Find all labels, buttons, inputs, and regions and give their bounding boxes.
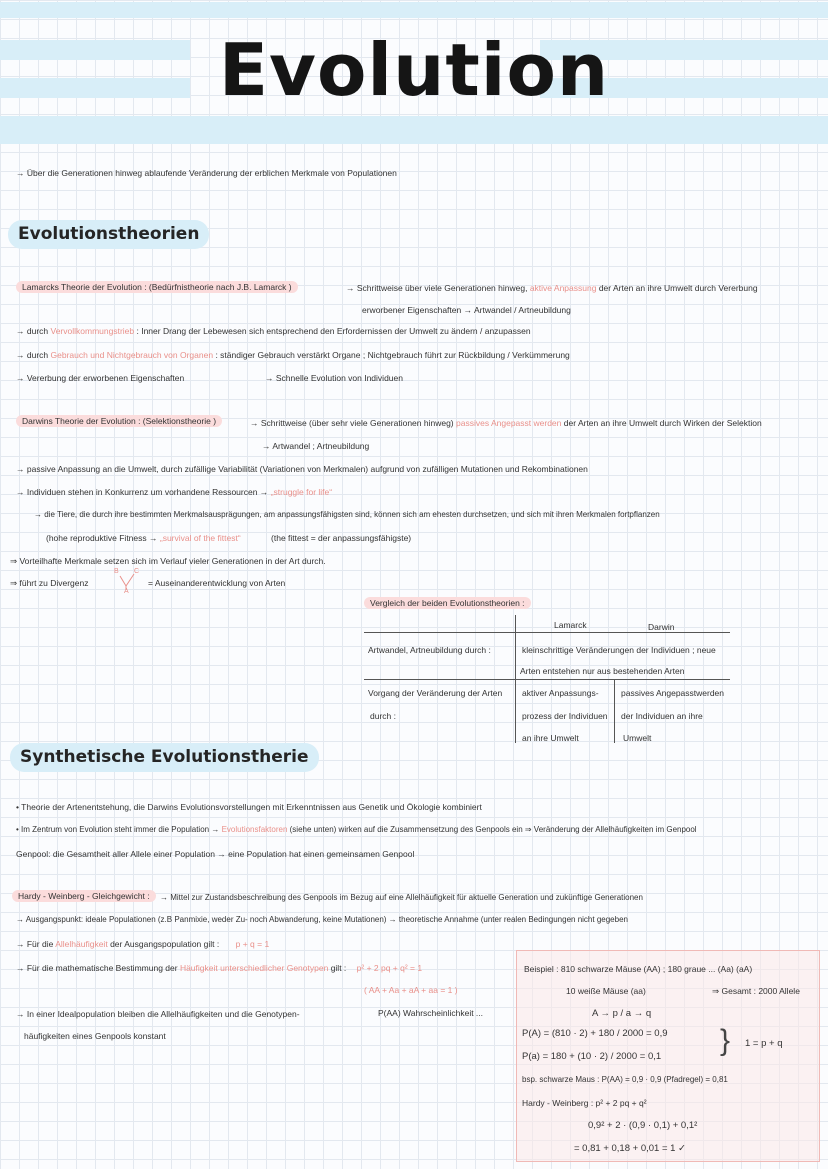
lamarck-l3b: Vervollkommungstrieb [50, 326, 135, 336]
darwin-l4a: → Individuen stehen in Konkurrenz um vorhandene Ressourcen → [16, 487, 269, 497]
darwin-line-4 [16, 487, 332, 497]
hw-line-5: ( AA + Aa + aA + aa = 1 ) [364, 985, 458, 995]
lamarck-l1b: aktive Anpassung [529, 283, 597, 293]
hw-l2b: ideale Populationen (z.B Panmixie, weder Zu- noch Abwanderung, keine Mutationen) → theoretische Annahme (unter realen Bedingungen nicht gegeben [85, 915, 628, 924]
darwin-line-8a: ⇒ führt zu Divergenz [10, 578, 89, 588]
darwin-line-1 [250, 418, 762, 428]
darwin-line-8b: = Auseinanderentwicklung von Arten [148, 578, 286, 588]
table-rule-row [364, 679, 730, 680]
synth-line-3: Genpool: die Gesamtheit aller Allele einer Population → eine Population hat einen gemeinsamen Genpool [16, 849, 415, 859]
hw-line-6: P(AA) Wahrscheinlichkeit ... [378, 1008, 484, 1018]
lamarck-l1a: → Schrittweise über viele Generationen hinweg, [346, 283, 528, 293]
lamarck-line-5b: → Schnelle Evolution von Individuen [265, 373, 403, 383]
darwin-line-5: → die Tiere, die durch ihre bestimmten Merkmalsausprägungen, am anpassungsfähigsten sind, können sich am ehesten durchsetzen, und sich mit ihren Merkmalen fortpflanzen [34, 510, 660, 519]
example-line-7: Hardy - Weinberg : p² + 2 pq + q² [522, 1098, 647, 1108]
lamarck-line-5a: → Vererbung der erworbenen Eigenschaften [16, 373, 185, 383]
hw-l2a: → Ausgangspunkt: [16, 915, 84, 924]
hw-line-4 [16, 963, 422, 973]
row2-darwin-c: Umwelt [623, 733, 652, 743]
darwin-line-2: → Artwandel ; Artneubildung [262, 441, 370, 451]
hw-l4a: → Für die mathematische Bestimmung der [16, 963, 178, 973]
darwin-l1c: der Arten an ihre Umwelt durch Wirken der Selektion [563, 418, 762, 428]
hw-l3c: der Ausgangspopulation gilt : [110, 939, 220, 949]
col-darwin: Darwin [648, 622, 675, 632]
example-line-9: = 0,81 + 0,18 + 0,01 = 1 ✓ [574, 1143, 687, 1154]
row2-darwin-a: passives Angepasstwerden [621, 688, 725, 698]
hw-l3a: → Für die [16, 939, 54, 949]
hw-heading: Hardy - Weinberg - Gleichgewicht : [12, 890, 156, 902]
example-line-1: Beispiel : 810 schwarze Mäuse (AA) ; 180 graue ... (Aa) (aA) [524, 964, 753, 974]
darwin-l6c: (the fittest = der anpassungsfähigste) [271, 533, 412, 543]
example-line-4: P(A) = (810 · 2) + 180 / 2000 = 0,9 [522, 1028, 668, 1039]
example-line-5: P(a) = 180 + (10 · 2) / 2000 = 0,1 [522, 1051, 662, 1062]
row1-text-b: Arten entstehen nur aus bestehenden Arten [520, 666, 685, 676]
lamarck-l4c: : ständiger Gebrauch verstärkt Organe ; Nichtgebrauch führt zur Rückbildung / Verkümmerung [215, 350, 570, 360]
lamarck-line-3 [16, 326, 531, 336]
definition: → Über die Generationen hinweg ablaufende Veränderung der erblichen Merkmale von Populationen [16, 168, 397, 178]
hw-line-7a: → In einer Idealpopulation bleiben die Allelhäufigkeiten und die Genotypen- [16, 1009, 300, 1019]
row1-label: Artwandel, Artneubildung durch : [368, 645, 491, 655]
example-line-45: 1 = p + q [745, 1038, 783, 1049]
col-lamarck: Lamarck [554, 620, 587, 630]
example-line-3: A → p / a → q [592, 1008, 652, 1019]
synth-line-2 [16, 825, 697, 834]
row2-lamarck-a: aktiver Anpassungs- [522, 688, 599, 698]
darwin-line-3: → passive Anpassung an die Umwelt, durch zufällige Variabilität (Variationen von Merkmalen) aufgrund von zufälligen Mutationen und Rekombinationen [16, 464, 588, 474]
lamarck-l1c: der Arten an ihre Umwelt durch Vererbung [598, 283, 758, 293]
lamarck-line-1 [346, 283, 758, 293]
hw-line-1: → Mittel zur Zustandsbeschreibung des Genpools im Bezug auf eine Allelhäufigkeit für aktuelle Generation und zukünftige Generationen [160, 893, 643, 902]
example-line-2b: ⇒ Gesamt : 2000 Allele [712, 986, 800, 996]
row2-lamarck-c: an ihre Umwelt [522, 733, 579, 743]
hw-l4c: gilt : [330, 963, 347, 973]
hw-line-2 [16, 915, 628, 924]
lamarck-l4a: → durch [16, 350, 49, 360]
row2-darwin-b: der Individuen an ihre [621, 711, 703, 721]
divergence-diagram [112, 568, 142, 598]
lamarck-l4b: Gebrauch und Nichtgebrauch von Organen [50, 350, 214, 360]
div-label-a: A [124, 588, 129, 595]
hw-l3b: Allelhäufigkeit [55, 939, 108, 949]
darwin-l6b: „survival of the fittest“ [159, 533, 241, 543]
table-rule-header [364, 632, 730, 633]
example-line-8: 0,9² + 2 · (0,9 · 0,1) + 0,1² [588, 1120, 698, 1131]
hw-l3d: p + q = 1 [235, 939, 270, 949]
darwin-block [16, 416, 222, 426]
section-heading-theorien: Evolutionstheorien [8, 220, 209, 249]
synth-line-1: • Theorie der Artenentstehung, die Darwins Evolutionsvorstellungen mit Erkenntnissen aus Genetik und Ökologie kombiniert [16, 802, 482, 812]
darwin-line-6 [46, 533, 411, 543]
divergence-fork-icon [112, 568, 142, 598]
header-band-top [0, 2, 828, 18]
lamarck-line-2: erworbener Eigenschaften → Artwandel / Artneubildung [362, 305, 571, 315]
darwin-l1b: passives Angepasst werden [456, 418, 562, 428]
darwin-l1a: → Schrittweise (über sehr viele Generationen hinweg) [250, 418, 454, 428]
row1-text-a: kleinschrittige Veränderungen der Individuen ; neue [522, 645, 716, 655]
hw-heading-wrap [12, 891, 156, 901]
lamarck-l3a: → durch [16, 326, 49, 336]
vergleich-heading-wrap [364, 598, 531, 608]
synth-l2c: (siehe unten) wirken auf die Zusammensetzung des Genpools ein ⇒ Veränderung der Allelhäufigkeiten im Genpool [289, 825, 697, 834]
vergleich-heading: Vergleich der beiden Evolutionstheorien : [364, 597, 531, 609]
table-vrule-2 [614, 680, 615, 743]
synth-l2a: • Im Zentrum von Evolution steht immer die Population → [16, 825, 220, 834]
div-label-b: B [114, 568, 119, 575]
page-title: Evolution [218, 28, 610, 112]
synth-l2b: Evolutionsfaktoren [221, 825, 288, 834]
example-line-6: bsp. schwarze Maus : P(AA) = 0,9 · 0,9 (Pfadregel) = 0,81 [522, 1075, 728, 1084]
darwin-l6a: (hohe reproduktive Fitness → [46, 533, 158, 543]
row2-label-b: durch : [370, 711, 396, 721]
darwin-l4b: „struggle for life“ [270, 487, 333, 497]
hw-l4b: Häufigkeit unterschiedlicher Genotypen [179, 963, 329, 973]
lamarck-l3c: : Inner Drang der Lebewesen sich entsprechend den Erfordernissen der Umwelt zu ändern / anzupassen [136, 326, 531, 336]
hw-line-3 [16, 939, 269, 949]
lamarck-heading: Lamarcks Theorie der Evolution : (Bedürfnistheorie nach J.B. Lamarck ) [16, 281, 298, 293]
darwin-line-7: ⇒ Vorteilhafte Merkmale setzen sich im Verlauf vieler Generationen in der Art durch. [10, 556, 326, 566]
header-band-bottom [0, 116, 828, 144]
row2-lamarck-b: prozess der Individuen [522, 711, 608, 721]
example-line-2: 10 weiße Mäuse (aa) [566, 986, 646, 996]
div-label-c: C [134, 568, 140, 575]
row2-label-a: Vorgang der Veränderung der Arten [368, 688, 503, 698]
lamarck-block [16, 282, 298, 292]
section-heading-synthetisch: Synthetische Evolutionstherie [10, 743, 319, 772]
darwin-heading: Darwins Theorie der Evolution : (Selektionstheorie ) [16, 415, 222, 427]
hw-l4d: p² + 2 pq + q² = 1 [356, 963, 423, 973]
hw-line-7b: häufigkeiten eines Genpools konstant [24, 1031, 166, 1041]
lamarck-line-4 [16, 350, 570, 360]
example-brace: } [720, 1024, 731, 1057]
